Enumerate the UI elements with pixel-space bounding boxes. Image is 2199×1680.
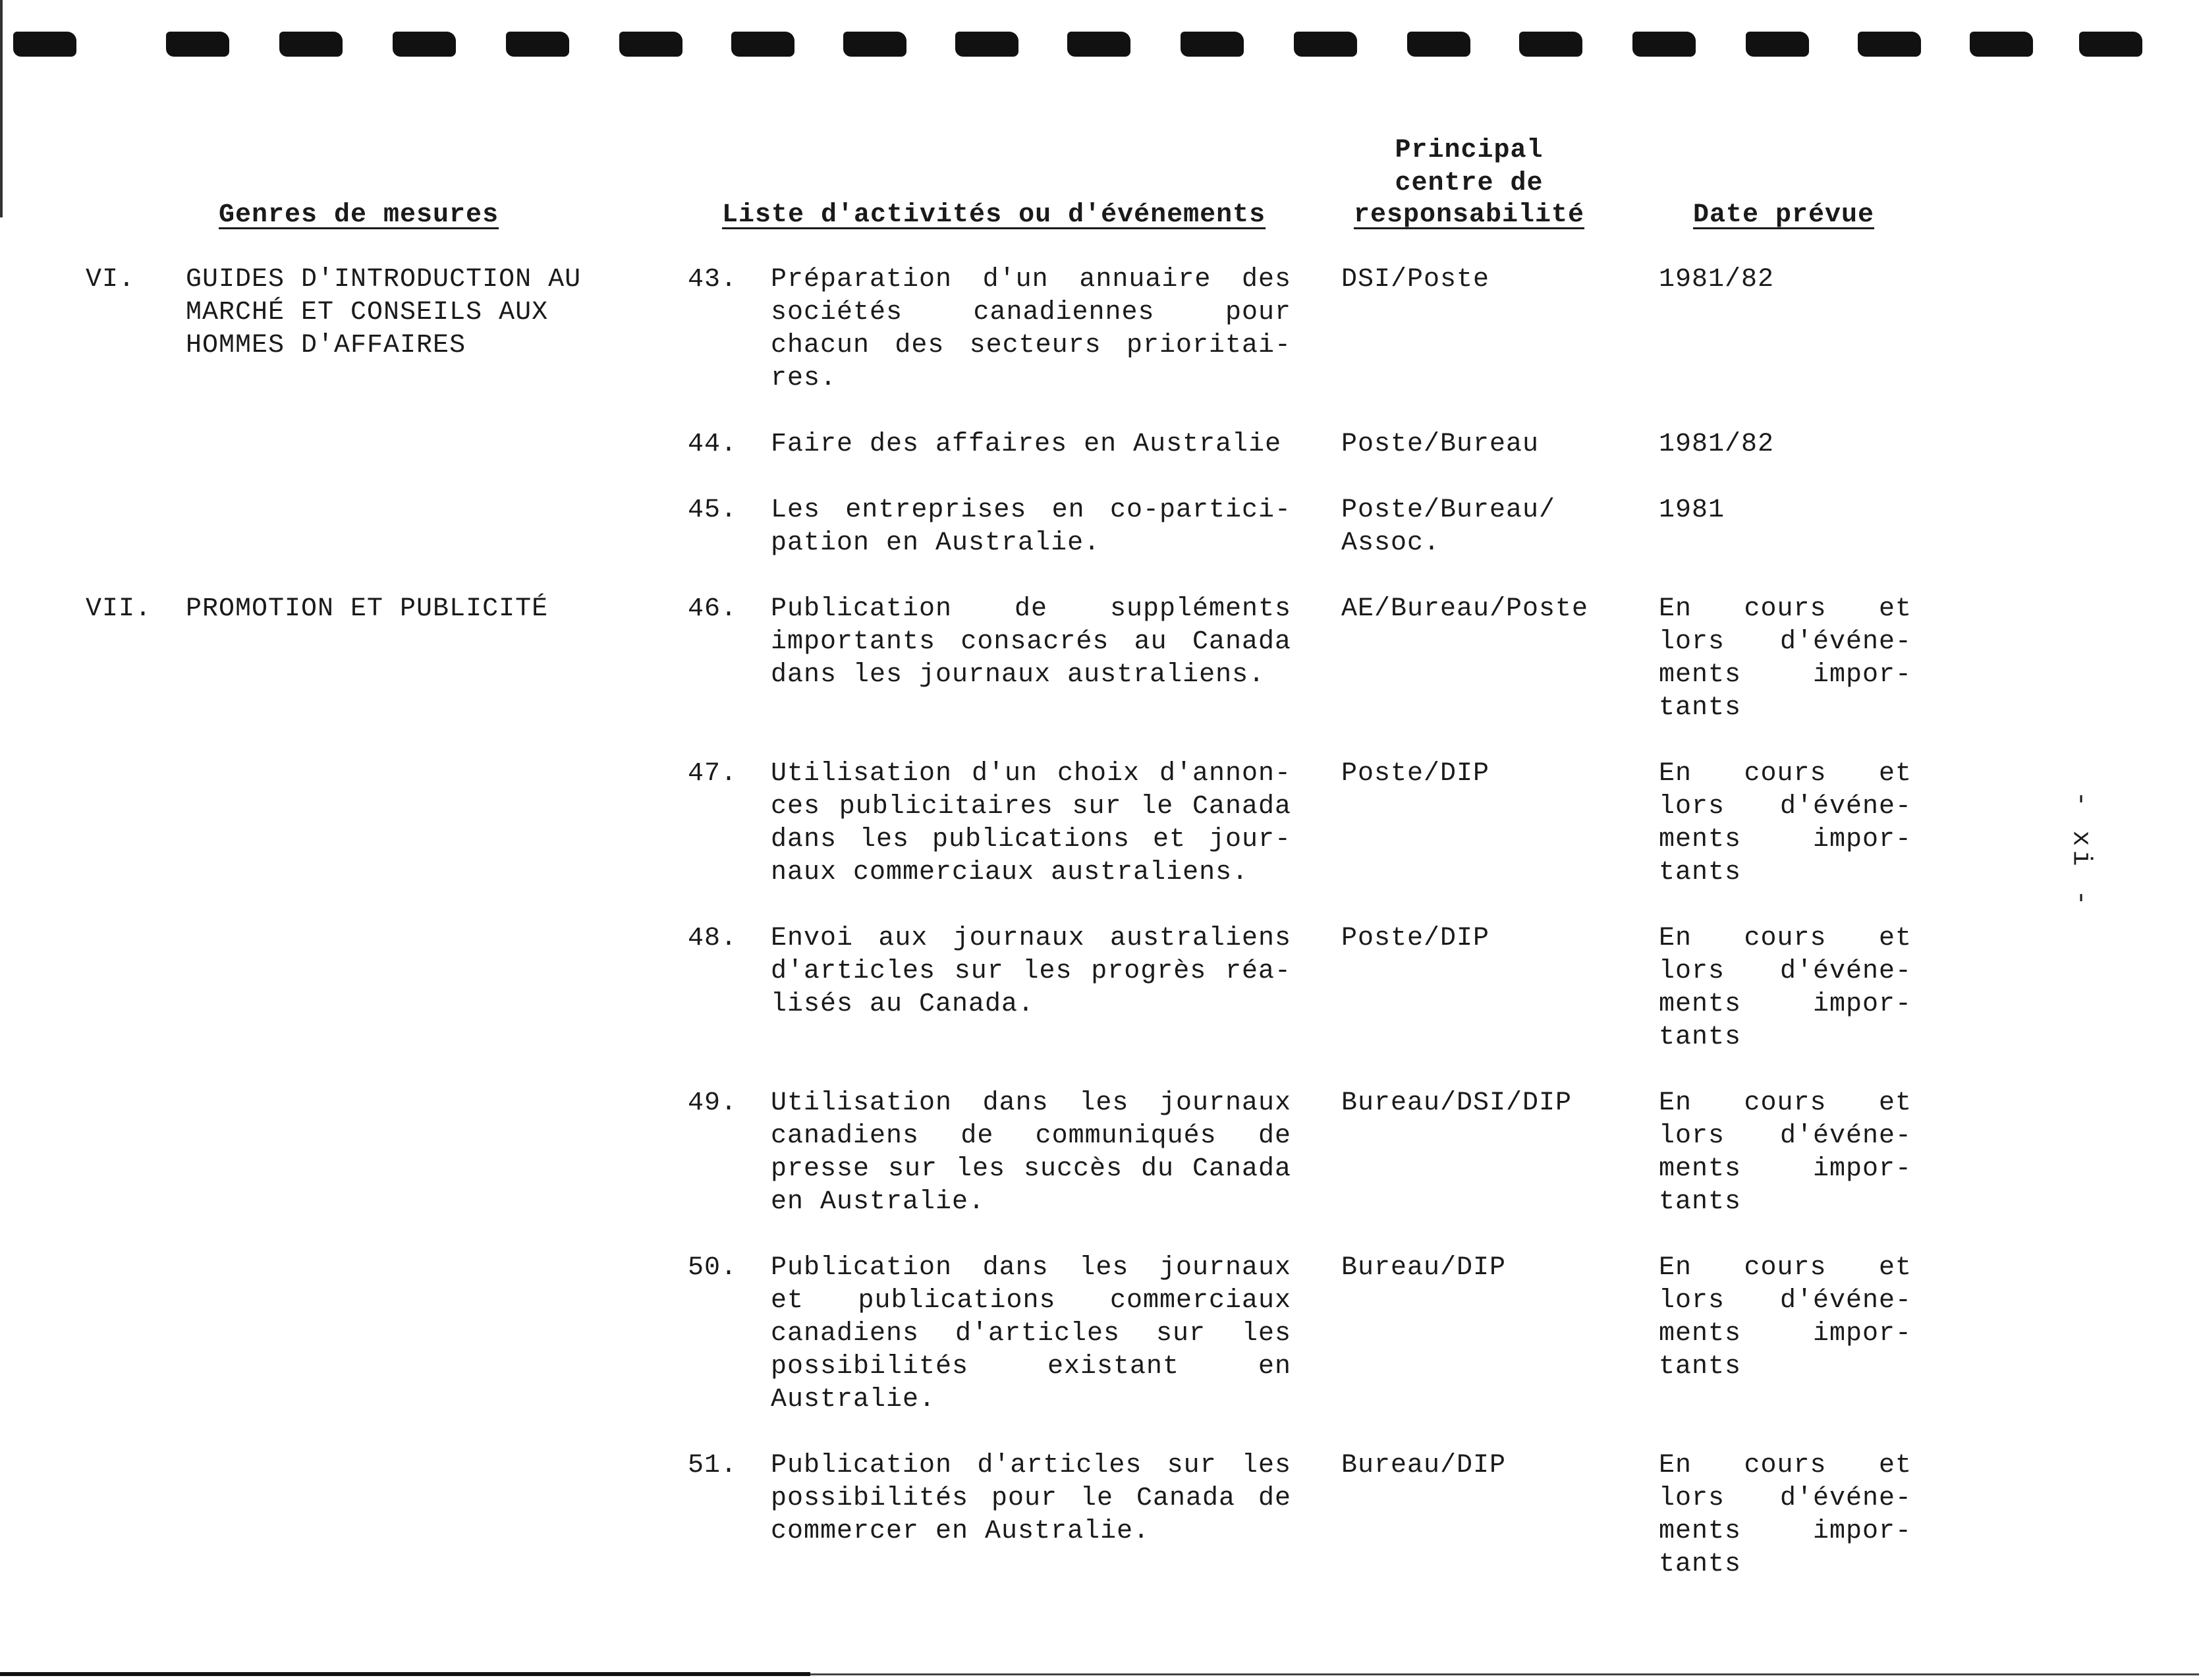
row-activity: Préparation d'un annuaire des sociétés canadiennes pour chacun des secteurs prioritai-res. bbox=[771, 265, 1291, 393]
row-date: 1981 bbox=[1659, 495, 1725, 525]
perforation-hole bbox=[279, 32, 343, 57]
perforation-hole bbox=[1970, 32, 2033, 57]
section-title-line: GUIDES D'INTRODUCTION AU bbox=[186, 265, 582, 294]
perforation-strip bbox=[0, 26, 2199, 66]
section-title-line: HOMMES D'AFFAIRES bbox=[186, 331, 466, 360]
perforation-hole bbox=[1746, 32, 1809, 57]
row-activity: Les entreprises en co-partici-pation en Australie. bbox=[771, 495, 1291, 558]
row-date: ments impor- bbox=[1659, 825, 1912, 854]
perforation-hole bbox=[619, 32, 682, 57]
header-liste: Liste d'activités ou d'événements bbox=[722, 200, 1266, 230]
row-responsibility: Poste/Bureau bbox=[1341, 430, 1540, 459]
row-number: 51. bbox=[688, 1451, 738, 1480]
perforation-hole bbox=[2079, 32, 2142, 57]
perforation-hole bbox=[843, 32, 906, 57]
row-date: lors d'événe- bbox=[1659, 1484, 1912, 1513]
row-date: tants bbox=[1659, 858, 1742, 887]
row-date: tants bbox=[1659, 1352, 1742, 1382]
row-responsibility: Bureau/DIP bbox=[1341, 1451, 1507, 1480]
row-date: 1981/82 bbox=[1659, 265, 1775, 294]
perforation-hole bbox=[1858, 32, 1921, 57]
perforation-hole bbox=[1067, 32, 1130, 57]
row-number: 44. bbox=[688, 430, 738, 459]
row-activity: Faire des affaires en Australie bbox=[771, 430, 1282, 459]
row-number: 45. bbox=[688, 495, 738, 525]
row-date: En cours et bbox=[1659, 594, 1912, 624]
row-date: En cours et bbox=[1659, 1088, 1912, 1118]
perforation-hole bbox=[1294, 32, 1357, 57]
row-date: En cours et bbox=[1659, 924, 1912, 953]
row-responsibility: DSI/Poste bbox=[1341, 265, 1490, 294]
page-number-text: - xi - bbox=[2065, 791, 2096, 910]
row-date: 1981/82 bbox=[1659, 430, 1775, 459]
row-responsibility: AE/Bureau/Poste bbox=[1341, 594, 1589, 624]
perforation-hole bbox=[13, 32, 76, 57]
perforation-hole bbox=[1181, 32, 1244, 57]
row-activity: Envoi aux journaux australiens d'articles sur les progrès réa-lisés au Canada. bbox=[771, 924, 1291, 1019]
bottom-rule bbox=[0, 1672, 810, 1676]
row-date: ments impor- bbox=[1659, 1517, 1912, 1546]
row-activity: Publication d'articles sur les possibilités pour le Canada de commercer en Australie. bbox=[771, 1451, 1291, 1546]
row-date: En cours et bbox=[1659, 1253, 1912, 1283]
row-responsibility: Poste/DIP bbox=[1341, 759, 1490, 789]
perforation-hole bbox=[1632, 32, 1696, 57]
row-date: tants bbox=[1659, 693, 1742, 723]
row-date: ments impor- bbox=[1659, 1319, 1912, 1349]
row-date: lors d'événe- bbox=[1659, 957, 1912, 986]
row-date: tants bbox=[1659, 1022, 1742, 1052]
row-number: 48. bbox=[688, 924, 738, 953]
header-principal-line3: responsabilité bbox=[1353, 200, 1585, 230]
row-date: ments impor- bbox=[1659, 990, 1912, 1019]
row-date: En cours et bbox=[1659, 1451, 1912, 1480]
perforation-hole bbox=[506, 32, 569, 57]
perforation-hole bbox=[1407, 32, 1470, 57]
row-date: ments impor- bbox=[1659, 660, 1912, 690]
row-date: lors d'événe- bbox=[1659, 1286, 1912, 1316]
row-number: 46. bbox=[688, 594, 738, 624]
row-number: 49. bbox=[688, 1088, 738, 1118]
row-number: 50. bbox=[688, 1253, 738, 1283]
row-responsibility: Bureau/DIP bbox=[1341, 1253, 1507, 1283]
row-activity: Utilisation d'un choix d'annon-ces publicitaires sur le Canada dans les publications et jour-naux commerciaux australiens. bbox=[771, 759, 1291, 887]
header-principal-line1: Principal bbox=[1395, 136, 1544, 165]
row-date: tants bbox=[1659, 1550, 1742, 1579]
perforation-hole bbox=[731, 32, 794, 57]
row-date: ments impor- bbox=[1659, 1154, 1912, 1184]
perforation-hole bbox=[166, 32, 229, 57]
perforation-hole bbox=[955, 32, 1018, 57]
section-title-line: MARCHÉ ET CONSEILS AUX bbox=[186, 298, 549, 327]
row-date: En cours et bbox=[1659, 759, 1912, 789]
page-number bbox=[2065, 791, 2096, 910]
row-responsibility: Assoc. bbox=[1341, 528, 1441, 558]
section-title-line: PROMOTION ET PUBLICITÉ bbox=[186, 594, 549, 624]
row-date: lors d'événe- bbox=[1659, 792, 1912, 822]
row-responsibility: Poste/DIP bbox=[1341, 924, 1490, 953]
row-responsibility: Poste/Bureau/ bbox=[1341, 495, 1556, 525]
row-activity: Publication de suppléments importants consacrés au Canada dans les journaux australiens. bbox=[771, 594, 1291, 690]
row-date: tants bbox=[1659, 1187, 1742, 1217]
section-numeral: VII. bbox=[86, 594, 152, 624]
section-numeral: VI. bbox=[86, 265, 136, 294]
row-activity: Utilisation dans les journaux canadiens de communiqués de presse sur les succès du Canada en Australie. bbox=[771, 1088, 1291, 1217]
row-number: 47. bbox=[688, 759, 738, 789]
row-number: 43. bbox=[688, 265, 738, 294]
row-date: lors d'événe- bbox=[1659, 1121, 1912, 1151]
header-genres: Genres de mesures bbox=[219, 200, 499, 230]
row-date: lors d'événe- bbox=[1659, 627, 1912, 657]
perforation-hole bbox=[393, 32, 456, 57]
header-date: Date prévue bbox=[1693, 200, 1875, 230]
header-principal-line2: centre de bbox=[1395, 169, 1544, 198]
perforation-hole bbox=[1519, 32, 1582, 57]
bottom-rule-thin bbox=[810, 1673, 2199, 1675]
row-responsibility: Bureau/DSI/DIP bbox=[1341, 1088, 1573, 1118]
row-activity: Publication dans les journaux et publications commerciaux canadiens d'articles sur les possibilités existant en Australie. bbox=[771, 1253, 1291, 1414]
